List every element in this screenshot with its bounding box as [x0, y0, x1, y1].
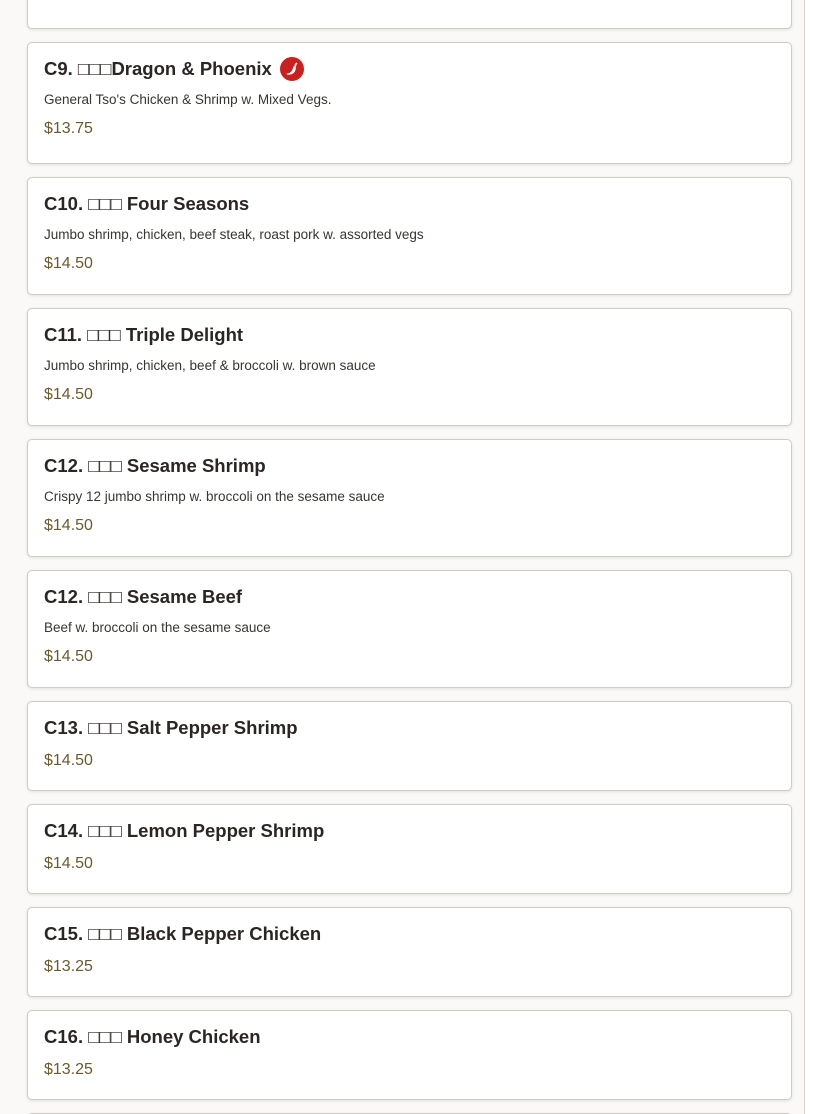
- menu-item-card[interactable]: [27, 701, 792, 791]
- menu-item-card[interactable]: [27, 804, 792, 894]
- menu-item-title: C15. □□□ Black Pepper Chicken: [44, 923, 322, 944]
- menu-item-card[interactable]: [27, 439, 792, 557]
- menu-item-title-row: [44, 57, 775, 81]
- menu-item-price: $14.50: [44, 855, 93, 872]
- menu-item-title: C12. □□□ Sesame Beef: [44, 586, 243, 607]
- spicy-pepper-icon: [280, 57, 304, 81]
- menu-item-title: C13. □□□ Salt Pepper Shrimp: [44, 717, 298, 738]
- menu-item-card[interactable]: [27, 308, 792, 426]
- menu-item-card[interactable]: [27, 1010, 792, 1100]
- menu-item-card[interactable]: [27, 0, 792, 29]
- menu-item-description: Jumbo shrimp, chicken, beef steak, roast pork w. assorted vegs: [44, 227, 424, 242]
- menu-item-list: [27, 0, 792, 1114]
- menu-item-price: $14.50: [44, 517, 93, 534]
- menu-item-title: C11. □□□ Triple Delight: [44, 324, 244, 345]
- menu-item-price: $13.25: [44, 1061, 93, 1078]
- menu-item-title: C12. □□□ Sesame Shrimp: [44, 455, 266, 476]
- menu-item-price: $13.75: [44, 120, 93, 137]
- menu-item-card[interactable]: [27, 570, 792, 688]
- menu-item-price: $14.50: [44, 648, 93, 665]
- menu-item-price: $14.50: [44, 255, 93, 272]
- menu-item-title: C9. □□□Dragon & Phoenix: [44, 58, 272, 79]
- menu-item-description: Beef w. broccoli on the sesame sauce: [44, 620, 271, 635]
- menu-item-card[interactable]: [27, 907, 792, 997]
- menu-item-title: C16. □□□ Honey Chicken: [44, 1026, 261, 1047]
- menu-item-card[interactable]: [27, 42, 792, 164]
- menu-item-card[interactable]: [27, 177, 792, 295]
- menu-item-title: C10. □□□ Four Seasons: [44, 193, 250, 214]
- menu-item-price: $13.25: [44, 958, 93, 975]
- menu-item-price: $14.50: [44, 386, 93, 403]
- menu-item-description: Jumbo shrimp, chicken, beef & broccoli w. brown sauce: [44, 358, 376, 373]
- menu-item-price: $14.50: [44, 752, 93, 769]
- menu-item-description: Crispy 12 jumbo shrimp w. broccoli on the sesame sauce: [44, 489, 385, 504]
- menu-item-description: General Tso's Chicken & Shrimp w. Mixed Vegs.: [44, 92, 332, 107]
- menu-item-title: C14. □□□ Lemon Pepper Shrimp: [44, 820, 325, 841]
